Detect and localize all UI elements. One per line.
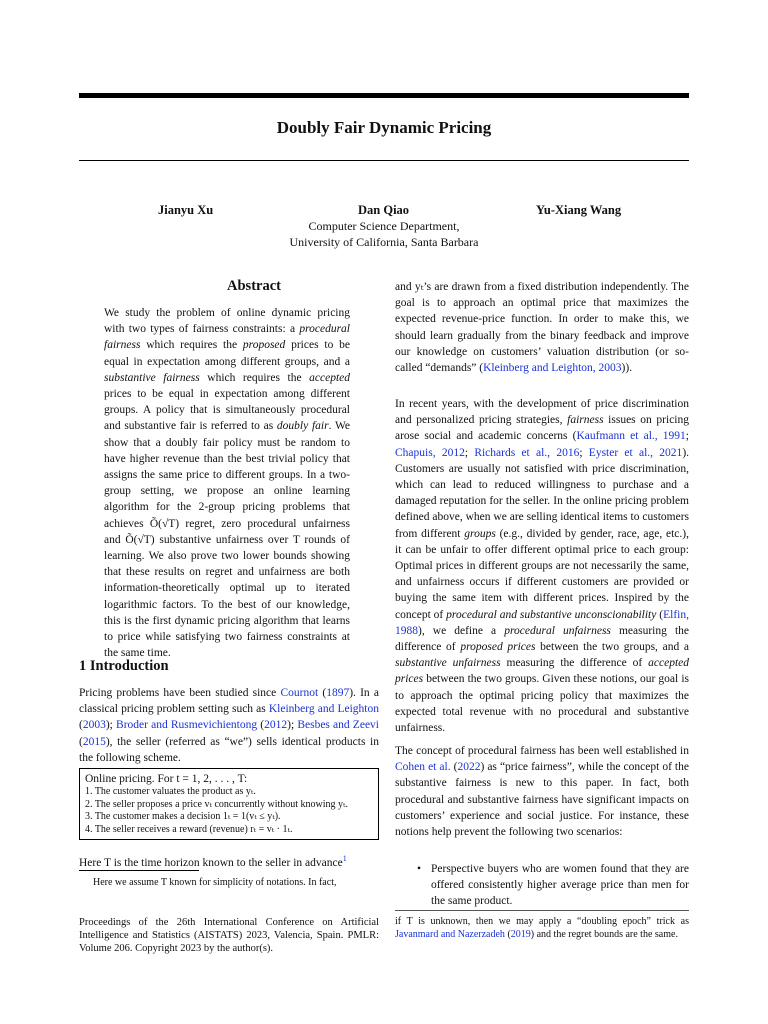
footnote-1-continued: if T is unknown, then we may apply a “doubling epoch” trick as Javanmard and Nazerzadeh (2019) and the regret bounds are the same.	[395, 916, 689, 940]
title-rule-bottom	[79, 160, 689, 161]
author-3: Yu-Xiang Wang	[536, 203, 622, 217]
footnote-1: Here we assume T known for simplicity of notations. In fact,	[93, 877, 337, 888]
author-2: Dan Qiao	[358, 203, 410, 217]
author-1: Jianyu Xu	[158, 203, 214, 217]
citation-link[interactable]: 2019	[510, 929, 531, 940]
citation-link[interactable]: 2015	[82, 735, 106, 748]
title-rule-top	[79, 93, 689, 98]
citation-link[interactable]: Richards et al., 2016	[474, 446, 580, 459]
affiliation-line-1: Computer Science Department,	[308, 219, 460, 233]
scheme-step: 1. The customer valuates the product as yₜ.	[85, 786, 256, 797]
citation-link[interactable]: Kleinberg and Leighton	[268, 703, 379, 716]
bullet-item: Perspective buyers who are women found that they are offered consistently higher average price than men for the same product.	[431, 863, 689, 908]
footnote-marker[interactable]: 1	[342, 854, 347, 863]
scheme-step: 2. The seller proposes a price vₜ concurrently without knowing yₜ.	[85, 798, 349, 810]
online-pricing-scheme-box	[79, 768, 379, 840]
scheme-step: 3. The customer makes a decision 1ₜ = 1(vₜ ≤ yₜ).	[85, 811, 281, 823]
citation-link[interactable]: 2012	[264, 719, 288, 732]
citation-link[interactable]: Elfin, 1988	[395, 608, 689, 637]
citation-link[interactable]: Kleinberg and Leighton, 2003	[483, 362, 622, 375]
scheme-step: 4. The seller receives a reward (revenue) rₜ = vₜ · 1ₜ.	[85, 823, 293, 835]
footnote-rule-left	[79, 870, 199, 871]
citation-link[interactable]: Kaufmann et al., 1991	[576, 430, 686, 443]
citation-link[interactable]: Chapuis, 2012	[395, 446, 465, 459]
scheme-steps	[85, 786, 373, 836]
citation-link[interactable]: Eyster et al., 2021	[588, 446, 683, 459]
citation-link[interactable]: Javanmard and Nazerzadeh	[395, 929, 505, 940]
citation-link[interactable]: Besbes and Zeevi	[297, 719, 379, 732]
citation-link[interactable]: Cohen et al.	[395, 761, 451, 774]
abstract-body: We study the problem of online dynamic pricing with two types of fairness constraints: a procedural fairness which requires the proposed prices to be equal in expectation among different groups, and a substantive fairness which requires the accepted prices to be equal in expectation among different groups. A policy that is simultaneously procedural and substantive fair is referred to as doubly fair. We show that a doubly fair policy must be random to have higher revenue than the best trivial policy that assigns the same price to different groups. In a two-group setting, we propose an online learning algorithm for the 2-group pricing problems that achieves Õ(√T) regret, zero procedural unfairness and Õ(√T) substantive unfairness over T rounds of learning. We also prove two lower bounds showing that these results on regret and unfairness are both information-theoretically optimal up to iterated logarithmic factors. To the best of our knowledge, this is the first dynamic pricing algorithm that learns to price while satisfying two fairness constraints at the same time.	[104, 307, 350, 660]
right-paragraph-1: and yₜ’s are drawn from a fixed distribution independently. The goal is to approach an optimal price that maximizes the expected revenue-price function. In order to make this, we should learn gradually from the binary feedback and improve our knowledge on customers’ valuation distribution (or so-called “demands” (Kleinberg and Leighton, 2003)).	[395, 281, 689, 375]
proceedings-note: Proceedings of the 26th International Conference on Artificial Intelligence and Statistics (AISTATS) 2023, Valencia, Spain. PMLR: Volume 206. Copyright 2023 by the author(s).	[79, 917, 379, 955]
bullet-mark: •	[417, 863, 422, 875]
citation-link[interactable]: Cournot	[280, 687, 319, 699]
citation-link[interactable]: 1897	[326, 687, 350, 699]
citation-link[interactable]: 2003	[82, 719, 106, 732]
right-paragraph-3: The concept of procedural fairness has been well established in Cohen et al. (2022) as “price fairness”, while the concept of the substantive fairness is new to this paper. In fact, both procedural and substantive fairness have significant impacts on customers’ experience and social justice. For instance, these notions help prevent the following two scenarios:	[395, 745, 689, 839]
right-paragraph-2: In recent years, with the development of price discrimination and personalized pricing strategies, fairness issues on pricing arose social and academic concerns (Kaufmann et al., 1991; Chapuis, 2012; Richards et al., 2016; Eyster et al., 2021). Customers are usually not satisfied with price discrimination, which can lead to reduced willingness to purchase and a damaged reputation for the seller. In the online pricing problem defined above, when we are selling identical items to customers from different groups (e.g., divided by gender, race, age, etc.), it can be unfair to offer different optimal price to each group: Optimal prices in different groups are not necessarily the same, and unfairness occurs if different customers are provided or buying the same item with different prices. Inspired by the concept of procedural and substantive unconscionability (Elfin, 1988), we define a procedural unfairness measuring the difference of proposed prices between the two groups, and a substantive unfairness measuring the difference of accepted prices between the two groups. Given these notions, our goal is to approach the optimal pricing policy that maximizes the expected total revenue with no procedural and substantive unfairness.	[395, 398, 690, 735]
affiliation-line-2: University of California, Santa Barbara	[289, 235, 479, 249]
after-box-sentence: Here T is the time horizon known to the seller in advance$^1$	[79, 854, 347, 869]
citation-link[interactable]: Broder and Rusmevichientong	[116, 719, 258, 732]
footnote-rule-right	[395, 910, 689, 911]
abstract-heading: Abstract	[227, 278, 281, 294]
citation-link[interactable]: 2022	[457, 761, 481, 774]
paper-title: Doubly Fair Dynamic Pricing	[276, 118, 492, 137]
section-heading-introduction: 1 Introduction	[79, 658, 169, 674]
intro-paragraph: Pricing problems have been studied since Cournot (1897). In a classical pricing problem setting such as Kleinberg and Leighton (2003); Broder and Rusmevichientong (2012); Besbes and Zeevi (2015), the seller (referred as “we”) sells identical products in the following scheme.	[79, 687, 379, 764]
scheme-heading: Online pricing. For t = 1, 2, . . . , T:	[85, 773, 248, 785]
